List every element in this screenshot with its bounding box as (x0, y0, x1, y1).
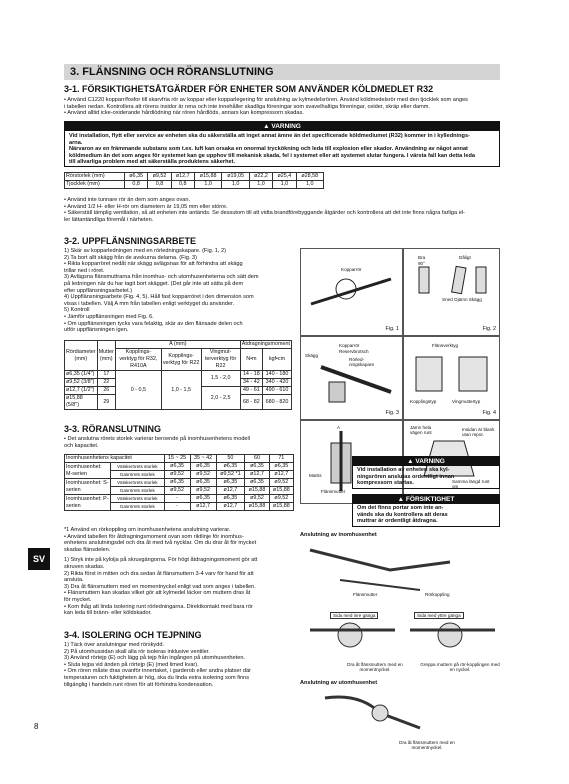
table-cell: - (164, 503, 190, 511)
section-title: 3. FLÄNSNING OCH RÖRANSLUTNING (64, 64, 500, 80)
warning-line: till allvarliga problem med att säkerställa produktens säkerhet. (69, 159, 236, 166)
table-cell: ø6,35 (190, 463, 216, 471)
table-cell: ø25,4 (273, 173, 296, 181)
label-reserv: Reservbrotsch (339, 349, 369, 354)
page-number: 8 (34, 722, 39, 731)
warning-icon: ▲ (263, 123, 272, 130)
table-cell: ø19,05 (222, 173, 249, 181)
table-cell: ø12,7 (245, 471, 269, 479)
table-header: 71 (269, 455, 293, 463)
label-flansmutter: Flänsmutter (353, 592, 378, 597)
s34-title: 3-4. ISOLERING OCH TEJPNING (64, 630, 202, 640)
figure-1 (300, 248, 403, 336)
table-cell: Inomhusenhet: P-serien (66, 495, 109, 509)
table-cell: ø6,35 (1/4") (65, 371, 98, 379)
s32-line: visas i tabellen. Välj A mm från tabellen enligt verktyget du använder. (64, 300, 235, 307)
table-cell: ø12,7 (171, 173, 194, 181)
table-cell: Inomhusenhet: S-serien (66, 479, 109, 493)
table-cell: Rörstorlek (mm) (65, 173, 125, 181)
table-cell: Inomhusenhet: M-serien (65, 463, 111, 479)
s32-title: 3-2. UPPFLÄNSNINGSARBETE (64, 236, 197, 246)
outdoor-connection-heading: Anslutning av utomhusenhet (300, 680, 378, 686)
fig-label: Fig. 2 (482, 326, 496, 333)
caution-line: vänds ska du kontrollera att deras (357, 511, 448, 518)
table-cell: ø6,35 (125, 173, 148, 181)
s32-line: 2) Ta bort allt skägg från de avskurna delarna. (Fig. 3) (64, 254, 197, 261)
warning-head: VARNING (415, 458, 445, 465)
table-cell: ø9,52 (190, 471, 216, 479)
table-cell: 1,5 - 2,0 (201, 371, 240, 387)
pipe-cutter-drawing (301, 249, 402, 335)
label-rorled: Rörled-ningskapare (349, 357, 375, 367)
table-cell: 22 (97, 379, 115, 387)
table-cell: 340 - 420 (262, 379, 291, 387)
table-cell: ø9,52 (269, 495, 293, 503)
warning-line: kompressorn startas. (357, 480, 414, 487)
s33-notes (64, 527, 296, 617)
table-cell: ø9,52 (190, 487, 216, 495)
table-cell: 1,0 (194, 181, 221, 189)
flare-torque-table (64, 340, 292, 410)
note-line: • Använd inte tunnare rör än dem som anges ovan. (64, 197, 191, 203)
table-cell: 14 - 18 (240, 371, 262, 379)
table-cell: ø15,88 (245, 503, 269, 511)
table-cell: 0 - 0,5 (115, 371, 161, 410)
table-cell: ø15,88 (5/8") (65, 395, 98, 410)
warning-line: Närvaron av en främmande substans som t.ex. luft kan orsaka en onormal tryckökning och leda till explosion eller skador. Användning av något annat (69, 146, 468, 153)
table-cell: Vätskerörets storlek (111, 463, 165, 471)
label-bra: Bra (418, 255, 426, 260)
indoor-connection-heading: Anslutning av inomhusenhet (300, 532, 377, 538)
table-cell: 17 (97, 371, 115, 379)
s32-line: 5) Kontroll (64, 307, 90, 314)
table-cell: ø12,7 (269, 471, 293, 479)
note-line: • Säkerställ tämplig ventilation, så att enheten inte antänds. Se dessutom till att vidta brandförebyggande åtgärder och kontrollera att det inte finns några farliga el- (64, 210, 465, 217)
warning-icon: ▲ (397, 496, 406, 503)
s32-line: efter uppflänsningsarbetet.) (64, 287, 133, 294)
s32-line: 1) Skär av kopparledningen med en rörledningskapare. (Fig. 1, 2) (64, 248, 226, 254)
table-cell: ø6,35 (164, 463, 190, 471)
table-header: 35 ~ 42 (190, 455, 216, 463)
label-a: A (337, 425, 341, 430)
table-header: kgf•cm (262, 349, 291, 371)
label-jamn: Jämn hela vägen runt (410, 425, 432, 435)
note-line: • Använd 1/2 H- eller H-rör om diametern är 19,05 mm eller större. (64, 203, 228, 210)
label-daligt: Dåligt (459, 255, 471, 260)
s32-body (64, 248, 294, 334)
label-kopplingstyp: Kopplingstyp (410, 399, 437, 404)
table-cell: ø22,2 (249, 173, 272, 181)
language-tab: SV (28, 548, 50, 570)
table-cell: ø6,35 (245, 463, 269, 471)
table-cell: ø12,7 (216, 487, 245, 495)
table-cell: 0,8 (148, 181, 171, 189)
s33-note: skruven skadas. (64, 563, 105, 570)
s33-note: enhetens anslutningsdel och dra åt med två nycklar. Om du drar åt för mycket (64, 540, 257, 547)
label-dra-at: Dra åt flänsmuttern med en momentnyckel. (347, 662, 403, 672)
s33-line: • Det anslutna rörets storlek varierar beroende på inomhusenhetens modell (64, 436, 251, 442)
warning-line: Vid installation av enheten ska kyl- (357, 467, 450, 473)
table-cell: 34 - 42 (240, 379, 262, 387)
table-cell: - (164, 495, 190, 503)
s31-title: 3-1. FÖRSIKTIGHETSÅTGÄRDER FÖR ENHETER SOM ANVÄNDER KÖLDMEDLET R32 (64, 84, 434, 94)
indoor-connection-drawing (300, 540, 500, 680)
table-header: Rördiameter (mm) (65, 341, 98, 371)
table-cell: 2,0 - 2,5 (201, 387, 240, 410)
warning-line: köldmedium än det som anges för systemet kan ge upphov till mekanisk skada, fel i systemet eller att systemet slutar fungera. I värsta fall kan detta leda (69, 152, 476, 159)
table-cell: 49 - 61 (240, 387, 262, 395)
table-cell: 1,0 (273, 181, 296, 189)
table-cell: ø9,52 (269, 479, 293, 487)
caution-line: muttrar är ordentligt åtdragna. (357, 518, 438, 525)
table-cell: 68 - 82 (240, 395, 262, 410)
table-header: N•m (240, 349, 262, 371)
caution-box (352, 494, 500, 527)
s33-note: kan leda till bränn- eller köldskador. (64, 610, 152, 617)
s32-line: 4) Uppflänsningsarbete (Fig. 4, 5). Håll fast kopparröret i den dimension som (64, 294, 254, 301)
s33-note: 2) Rikta först in mitten och dra sedan åt flänsmuttern 3-4 varv för hand för att (64, 570, 254, 577)
warning-box-r32 (64, 121, 500, 167)
table-header: Kopplings-verktyg för R22 (161, 349, 201, 371)
s34-body (64, 642, 296, 688)
s34-line: 1) Täck över anslutningar med rörskydd. (64, 642, 165, 648)
table-cell: Tjocklek (mm) (65, 181, 125, 189)
table-header: Inomhusenhetens kapacitet (65, 455, 165, 463)
table-cell: 1,0 (222, 181, 249, 189)
s33-note: • Flänsmuttern kan skadas vilket gör att kylmedel läcker om muttern dras åt (64, 590, 251, 597)
s34-line: • Sluta tejpa vid änden på rörtejp (E) (med limed kvar). (64, 661, 199, 668)
table-cell: ø12,7 (216, 503, 245, 511)
s33-note: 1) Stryk inte på kylolja på skruvgängorna. För högt åtdragningsmoment gör att (64, 557, 258, 564)
figure-3 (300, 336, 403, 420)
table-cell: ø6,35 (216, 479, 245, 487)
table-cell: 680 - 820 (262, 395, 291, 410)
s33-title: 3-3. RÖRANSLUTNING (64, 424, 162, 434)
table-cell: 0,8 (171, 181, 194, 189)
label-kopparror: Kopparrör (339, 343, 360, 348)
s31-b2: • Använd alltid icke-oxiderande hårdlödning när rören hårdlöds, annars kan kompressorn skadas. (64, 110, 304, 117)
table-cell: ø12,7 (190, 503, 216, 511)
table-cell: ø9,52 (148, 173, 171, 181)
table-cell: Vätskerörets storlek (111, 495, 165, 503)
table-cell: 26 (97, 387, 115, 395)
fig-label: Fig. 1 (385, 326, 399, 333)
table-cell: 0,8 (125, 181, 148, 189)
label-matris: Matris (309, 473, 322, 478)
table-header: Vingmut-terverktyg för R22 (201, 349, 240, 371)
s33-note: skadas flänsdelen. (64, 546, 111, 553)
s33-note: • Använd tabellen för åtdragningsmoment ovan som riktlinje för inomhus- (64, 533, 244, 540)
table-cell: Gasrörets storlek (111, 471, 165, 479)
s34-line: temperaturen och fuktigheten är hög, ska du linda extra isolering som finns (64, 674, 250, 681)
warning-line: ningsrören anslutas ordentligt innan (357, 473, 455, 480)
warning-line: Vid installation, flytt eller service av enheten ska du säkerställa att inget annat ämne än det specificerade köldmediumet (R32) kommer in i kyllednings- (69, 133, 470, 139)
table-cell: 490 - 610 (262, 387, 291, 395)
table-cell: ø28,58 (296, 173, 324, 181)
table-cell: ø9,52 (164, 471, 190, 479)
table-header: Åtdragningsmoment (241, 341, 290, 347)
label-skagg: Skägg (305, 353, 319, 358)
s32-line: på ledningen när du har tagit bort skägget. (Det går inte att sätta på dem (64, 280, 244, 287)
table-cell: ø15,88 (269, 487, 293, 495)
label-sida-yttre: Sida med yttre gänga (414, 612, 464, 619)
label-degrees: 90° (418, 261, 425, 266)
fig-label: Fig. 4 (482, 410, 496, 417)
s33-note: 3) Dra åt flänsmuttern med en momentnyckel enligt vad som anges i tabellen. (64, 583, 256, 590)
flaring-tool-drawing (404, 337, 499, 419)
table-header: 15 ~ 25 (164, 455, 190, 463)
table-cell: ø6,35 (164, 479, 190, 487)
label-greppa: Greppa muttern på rör-kopplingen med en nyckel. (420, 662, 500, 672)
s34-line: 3) Använd rörtejp (E) och lägg på tejp från ingången på utomhusenheten. (64, 655, 245, 662)
table-cell: ø15,88 (194, 173, 221, 181)
caution-line: Om det finns portar som inte an- (357, 505, 444, 511)
table-cell: ø15,88 (269, 503, 293, 511)
table-cell: ø9,52 (164, 487, 190, 495)
label-samma: Samma längd runt om (452, 479, 490, 489)
label-flansmutter: Flänsmutter (321, 489, 346, 494)
caution-head: FÖRSIKTIGHET (405, 496, 455, 503)
s34-line: tillgänglig i handeln runt rören för att förhindra kondensation. (64, 681, 214, 688)
table-cell: Vätskerörets storlek (111, 479, 165, 487)
table-cell: ø6,35 (216, 463, 245, 471)
figure-2 (403, 248, 500, 336)
s33-note: *1 Använd en rörkoppling om inomhusenhetens anslutning varierar. (64, 527, 231, 533)
table-cell: 1,0 (296, 181, 324, 189)
label-kopparror: Kopparrör (341, 267, 362, 272)
label-flansverktyg: Flänsverktyg (432, 343, 459, 348)
note-line: ler lättantändliga föremål i närheten. (64, 216, 154, 223)
table-cell: ø15,88 (245, 487, 269, 495)
s32-line: utför uppflänsningen igen. (64, 327, 129, 334)
pipe-thickness-table (64, 172, 324, 189)
table-cell: Gasrörets storlek (111, 487, 165, 495)
table-cell: Gasrörets storlek (111, 503, 165, 511)
warning-line: arna. (69, 139, 83, 146)
s34-line: • Om rören måste dras ovanför innertaket, i garderob eller andra platser där (64, 668, 251, 675)
table-cell: ø6,35 (216, 495, 245, 503)
table-cell: ø6,35 (269, 463, 293, 471)
warning-box-connect (352, 456, 500, 489)
table-cell: 140 - 180 (262, 371, 291, 379)
table-header: 50 (216, 455, 245, 463)
s32-line: • Om uppflänsningen tycks vara felaktig, skär av den flänsade delen och (64, 320, 243, 327)
s33-line: och kapacitet. (64, 442, 99, 449)
label-dra-at-outdoor: Dra åt flänsmuttern med en momentnyckel. (399, 740, 455, 750)
s32-line: 3) Avlägsna flänsmuttrarna från inomhus- och utomhusenheterna och sätt dem (64, 274, 259, 281)
s33-note: • Kom ihåg att linda isolering runt rörledningarna. Direktkontakt med bara rör (64, 603, 253, 610)
table-header: Mutter (mm) (97, 341, 115, 371)
label-sned: Sned Ojämn Skägg (442, 297, 482, 302)
label-vingmuttertyp: Vingmuttertyp (452, 399, 481, 404)
warning-head: VARNING (271, 123, 301, 130)
figure-4 (403, 336, 500, 420)
s32-line: trillar ned i röret. (64, 267, 105, 274)
table-header: Kopplings-verktyg för R32, R410A (115, 349, 161, 371)
s31-b1b: i tabellen nedan. Kontrollera att rörens insidor är rena och inte innehåller skadliga föreningar som svavelhaltiga föreningar, oxider, skräp eller damm. (64, 103, 430, 110)
table-cell: ø9,52 *1 (216, 471, 245, 479)
fig-label: Fig. 3 (385, 410, 399, 417)
table-cell: 29 (97, 395, 115, 410)
warning-icon: ▲ (407, 458, 416, 465)
outdoor-connection-drawing (320, 688, 450, 740)
table-header: 60 (245, 455, 269, 463)
table-cell: 1,0 - 1,5 (161, 371, 201, 410)
table-cell: ø9,52 (3/8") (65, 379, 98, 387)
s34-line: 2) På utomhussidan skall alla rör isoleras inklusive ventiler. (64, 648, 210, 655)
table-cell: ø6,35 (245, 479, 269, 487)
table-header: A (mm) (115, 341, 240, 349)
table-cell: ø6,35 (190, 479, 216, 487)
s33-note: för mycket. (64, 596, 92, 603)
label-insidan: Insidan är blank utan repor. (462, 427, 495, 437)
table-cell: ø9,52 (245, 495, 269, 503)
label-rorkoppling: Rörkoppling (425, 592, 450, 597)
s33-note: ansluta. (64, 577, 84, 584)
s32-line: • Jämför uppflänsningen med Fig. 6. (64, 313, 154, 320)
table-cell: ø12,7 (1/2") (65, 387, 98, 395)
label-sida-inre: Sida med inre gänga (330, 612, 378, 619)
s32-line: • Rikta kopparröret nedåt när skägg avlägsnas för att förhindra att skägg (64, 261, 243, 268)
s31-b1: • Använd C1220 kopparr/fosfor till skarvfria rör av koppar eller kopparlegering för anslutning av kylmedelsrören. Använd köldmedelsrör med den tjocklek som anges (64, 97, 468, 103)
table-cell: ø6,35 (190, 495, 216, 503)
pipe-size-table (64, 454, 294, 511)
table-cell: 1,0 (249, 181, 272, 189)
